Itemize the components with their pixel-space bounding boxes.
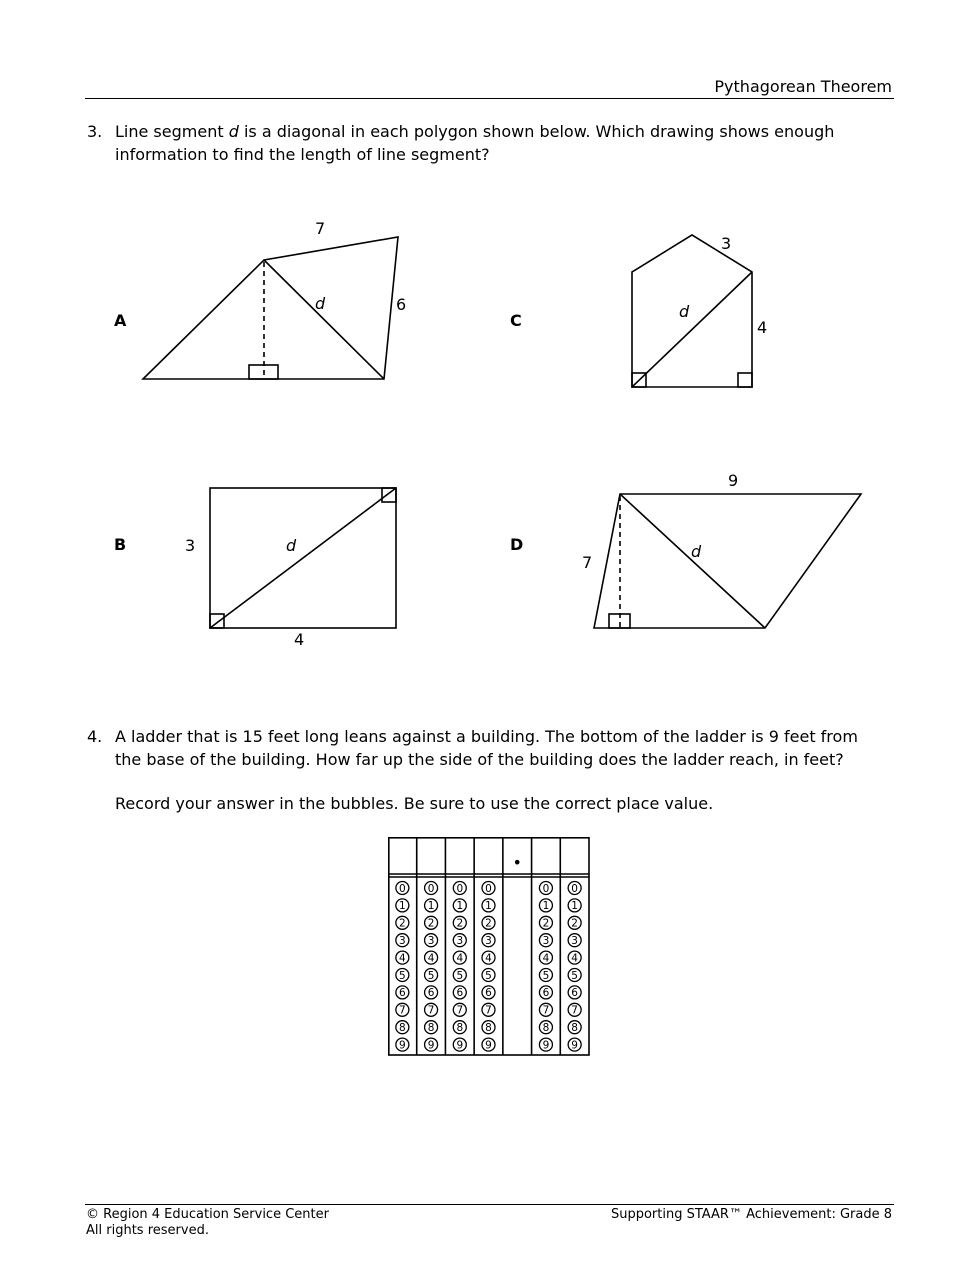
q3-text-line2: information to find the length of line segment? bbox=[115, 145, 490, 164]
answer-bubble[interactable] bbox=[453, 986, 466, 999]
answer-bubble[interactable] bbox=[568, 1021, 581, 1034]
answer-bubble[interactable] bbox=[482, 1038, 495, 1051]
answer-bubble-digit: 6 bbox=[485, 987, 492, 1000]
footer-rule bbox=[85, 1204, 894, 1205]
figure-b-bottom-label: 4 bbox=[294, 630, 305, 649]
answer-bubble[interactable] bbox=[482, 916, 495, 929]
figure-b bbox=[210, 488, 396, 628]
answer-bubble-digit: 0 bbox=[485, 882, 492, 895]
q3-variable: d bbox=[228, 122, 239, 141]
answer-bubble[interactable] bbox=[425, 882, 438, 895]
answer-bubble[interactable] bbox=[425, 1038, 438, 1051]
answer-bubble-digit: 4 bbox=[399, 952, 406, 965]
answer-bubble[interactable] bbox=[396, 986, 409, 999]
answer-bubble[interactable] bbox=[453, 882, 466, 895]
figure-d-diagonal bbox=[620, 494, 765, 628]
figure-d-side-label: 7 bbox=[582, 553, 593, 572]
figure-a-diagonal bbox=[264, 260, 384, 379]
answer-bubble[interactable] bbox=[568, 969, 581, 982]
page-header-title: Pythagorean Theorem bbox=[714, 77, 892, 96]
answer-bubble-digit: 2 bbox=[399, 917, 406, 930]
answer-bubble-digit: 6 bbox=[427, 987, 435, 1000]
answer-bubble[interactable] bbox=[539, 916, 552, 929]
answer-bubble[interactable] bbox=[425, 899, 438, 912]
figure-a-diagonal-label: d bbox=[315, 294, 326, 313]
answer-bubble-digit: 8 bbox=[542, 1022, 550, 1034]
option-a-letter: A bbox=[114, 311, 127, 330]
answer-bubble[interactable] bbox=[453, 916, 466, 929]
answer-bubble[interactable] bbox=[453, 969, 466, 982]
answer-bubble-digit: 3 bbox=[456, 935, 464, 947]
question-3-number: 3. bbox=[87, 122, 103, 141]
answer-bubble-digit: 9 bbox=[485, 1039, 492, 1052]
answer-bubble-digit: 8 bbox=[485, 1022, 492, 1034]
answer-bubble-digit: 2 bbox=[456, 917, 464, 930]
answer-bubble-digit: 0 bbox=[456, 882, 464, 895]
answer-bubble-digit: 2 bbox=[485, 917, 492, 930]
answer-bubble[interactable] bbox=[425, 934, 438, 947]
answer-bubble[interactable] bbox=[568, 986, 581, 999]
figure-d-diagonal-label: d bbox=[691, 542, 702, 561]
figure-b-diagonal bbox=[210, 488, 396, 628]
answer-bubble-digit: 3 bbox=[571, 935, 578, 947]
answer-bubble-digit: 8 bbox=[427, 1022, 435, 1034]
answer-bubble-digit: 5 bbox=[427, 969, 435, 982]
answer-bubble-digit: 4 bbox=[485, 952, 492, 965]
answer-bubble[interactable] bbox=[396, 1021, 409, 1034]
answer-bubble[interactable] bbox=[453, 1038, 466, 1051]
answer-bubble[interactable] bbox=[396, 969, 409, 982]
answer-bubble[interactable] bbox=[482, 969, 495, 982]
figure-c-diagonal-label: d bbox=[679, 302, 690, 321]
answer-bubble-digit: 9 bbox=[571, 1039, 578, 1052]
answer-bubble[interactable] bbox=[568, 882, 581, 895]
answer-bubble-digit: 9 bbox=[542, 1039, 550, 1052]
answer-bubble[interactable] bbox=[425, 969, 438, 982]
answer-bubble[interactable] bbox=[568, 951, 581, 964]
figure-a-quadrilateral bbox=[143, 237, 398, 379]
answer-bubble[interactable] bbox=[539, 951, 552, 964]
answer-bubble[interactable] bbox=[568, 1003, 581, 1016]
answer-bubble-digit: 3 bbox=[542, 935, 550, 947]
answer-bubble-digit: 1 bbox=[399, 900, 406, 913]
answer-bubble[interactable] bbox=[539, 882, 552, 895]
answer-bubble-digit: 7 bbox=[571, 1004, 578, 1017]
answer-bubble[interactable] bbox=[396, 1003, 409, 1016]
figure-b-side-label: 3 bbox=[185, 536, 196, 555]
answer-bubble-digit: 0 bbox=[571, 882, 578, 895]
question-4-number: 4. bbox=[87, 727, 103, 746]
answer-bubble-digit: 9 bbox=[427, 1039, 435, 1052]
answer-bubble-digit: 6 bbox=[456, 987, 464, 1000]
answer-bubble[interactable] bbox=[568, 916, 581, 929]
answer-bubble[interactable] bbox=[425, 1021, 438, 1034]
answer-bubble-digit: 0 bbox=[399, 882, 406, 895]
answer-bubble[interactable] bbox=[453, 951, 466, 964]
answer-bubble[interactable] bbox=[453, 899, 466, 912]
answer-bubble[interactable] bbox=[482, 882, 495, 895]
answer-bubble-digit: 7 bbox=[399, 1004, 406, 1017]
answer-bubble[interactable] bbox=[482, 951, 495, 964]
figure-c-pentagon bbox=[632, 235, 752, 387]
answer-bubble[interactable] bbox=[425, 986, 438, 999]
answer-bubble-digit: 7 bbox=[485, 1004, 492, 1017]
answer-bubble[interactable] bbox=[425, 916, 438, 929]
answer-bubble[interactable] bbox=[396, 1038, 409, 1051]
answer-bubble-digit: 4 bbox=[542, 952, 550, 965]
answer-bubble[interactable] bbox=[539, 969, 552, 982]
answer-bubble-digit: 5 bbox=[485, 969, 492, 982]
answer-bubble[interactable] bbox=[396, 951, 409, 964]
answer-bubble[interactable] bbox=[453, 1021, 466, 1034]
answer-bubble-digit: 0 bbox=[427, 882, 435, 895]
answer-bubble[interactable] bbox=[539, 899, 552, 912]
answer-bubble-digit: 7 bbox=[427, 1004, 435, 1017]
figure-c bbox=[632, 235, 752, 387]
answer-bubble-digit: 1 bbox=[427, 900, 435, 913]
figure-d bbox=[594, 494, 861, 628]
answer-bubble-digit: 5 bbox=[456, 969, 464, 982]
answer-bubble[interactable] bbox=[482, 899, 495, 912]
figure-a-top-label: 7 bbox=[315, 219, 326, 238]
answer-bubble[interactable] bbox=[425, 1003, 438, 1016]
answer-bubble-digit: 4 bbox=[456, 952, 464, 965]
answer-bubble-digit: 1 bbox=[456, 900, 464, 913]
answer-bubble[interactable] bbox=[568, 899, 581, 912]
answer-bubble-digit: 5 bbox=[399, 969, 406, 982]
answer-bubble[interactable] bbox=[396, 916, 409, 929]
figure-d-parallelogram bbox=[594, 494, 861, 628]
figure-c-side-label: 4 bbox=[757, 318, 768, 337]
answer-bubble-digit: 2 bbox=[571, 917, 578, 930]
footer-rights: All rights reserved. bbox=[86, 1223, 209, 1238]
q3-text-part2: is a diagonal in each polygon shown below. Which drawing shows enough bbox=[238, 122, 835, 141]
figure-c-top-label: 3 bbox=[721, 234, 732, 253]
answer-bubble[interactable] bbox=[568, 1038, 581, 1051]
footer-left bbox=[86, 1207, 329, 1239]
answer-bubble-digit: 2 bbox=[427, 917, 435, 930]
answer-bubble-digit: 0 bbox=[542, 882, 550, 895]
q4-instruction: Record your answer in the bubbles. Be sure to use the correct place value. bbox=[115, 794, 714, 813]
figure-b-diagonal-label: d bbox=[286, 536, 297, 555]
answer-bubble[interactable] bbox=[539, 1021, 552, 1034]
answer-bubble[interactable] bbox=[539, 986, 552, 999]
answer-grid-svg bbox=[388, 837, 590, 1056]
answer-bubble-digit: 3 bbox=[427, 935, 435, 947]
question-4-text bbox=[115, 725, 885, 771]
answer-bubble-digit: 8 bbox=[399, 1022, 406, 1034]
option-c-letter: C bbox=[510, 311, 522, 330]
answer-bubble-digit: 2 bbox=[542, 917, 550, 930]
answer-bubble[interactable] bbox=[539, 1003, 552, 1016]
answer-bubble-digit: 9 bbox=[456, 1039, 464, 1052]
figure-a-side-label: 6 bbox=[396, 295, 407, 314]
figure-c-right-angle-right bbox=[738, 373, 752, 387]
answer-bubble-digit: 5 bbox=[542, 969, 550, 982]
figure-d-top-label: 9 bbox=[728, 471, 739, 490]
q4-line1: A ladder that is 15 feet long leans against a building. The bottom of the ladder is 9 feet from bbox=[115, 727, 858, 746]
decimal-point-marker: • bbox=[512, 853, 522, 872]
answer-bubble[interactable] bbox=[482, 986, 495, 999]
answer-bubble-digit: 8 bbox=[456, 1022, 464, 1034]
answer-bubble-digit: 5 bbox=[571, 969, 578, 982]
answer-bubble-digit: 6 bbox=[542, 987, 550, 1000]
figure-a bbox=[143, 237, 398, 379]
answer-bubble-digit: 3 bbox=[485, 935, 492, 947]
answer-bubble-digit: 4 bbox=[571, 952, 578, 965]
answer-bubble[interactable] bbox=[396, 934, 409, 947]
q3-text-part1: Line segment bbox=[115, 122, 229, 141]
answer-bubble[interactable] bbox=[539, 1038, 552, 1051]
option-b-letter: B bbox=[114, 535, 127, 554]
answer-bubble-digit: 4 bbox=[427, 952, 435, 965]
answer-bubble-digit: 7 bbox=[456, 1004, 464, 1017]
option-d-letter: D bbox=[510, 535, 524, 554]
answer-bubble[interactable] bbox=[482, 1021, 495, 1034]
answer-bubble[interactable] bbox=[453, 934, 466, 947]
answer-bubble-digit: 6 bbox=[399, 987, 406, 1000]
answer-bubble-digit: 1 bbox=[571, 900, 578, 913]
footer-copyright: © Region 4 Education Service Center bbox=[86, 1207, 329, 1222]
answer-grid bbox=[388, 837, 590, 1056]
answer-bubble[interactable] bbox=[482, 1003, 495, 1016]
footer-right: Supporting STAAR™ Achievement: Grade 8 bbox=[610, 1207, 892, 1222]
answer-bubble-digit: 3 bbox=[399, 935, 406, 947]
answer-bubble-digit: 6 bbox=[571, 987, 578, 1000]
answer-bubble-digit: 7 bbox=[542, 1004, 550, 1017]
answer-bubble-digit: 8 bbox=[571, 1022, 578, 1034]
answer-bubble[interactable] bbox=[539, 934, 552, 947]
answer-bubble-digit: 1 bbox=[485, 900, 492, 913]
answer-bubble[interactable] bbox=[396, 882, 409, 895]
q4-line2: the base of the building. How far up the side of the building does the ladder reach, in feet? bbox=[115, 750, 844, 769]
answer-bubble[interactable] bbox=[482, 934, 495, 947]
answer-bubble[interactable] bbox=[425, 951, 438, 964]
figure-c-diagonal bbox=[632, 272, 752, 387]
answer-bubble-digit: 9 bbox=[399, 1039, 406, 1052]
answer-bubble-digit: 1 bbox=[542, 900, 550, 913]
answer-bubble[interactable] bbox=[568, 934, 581, 947]
answer-bubble[interactable] bbox=[396, 899, 409, 912]
answer-bubble[interactable] bbox=[453, 1003, 466, 1016]
